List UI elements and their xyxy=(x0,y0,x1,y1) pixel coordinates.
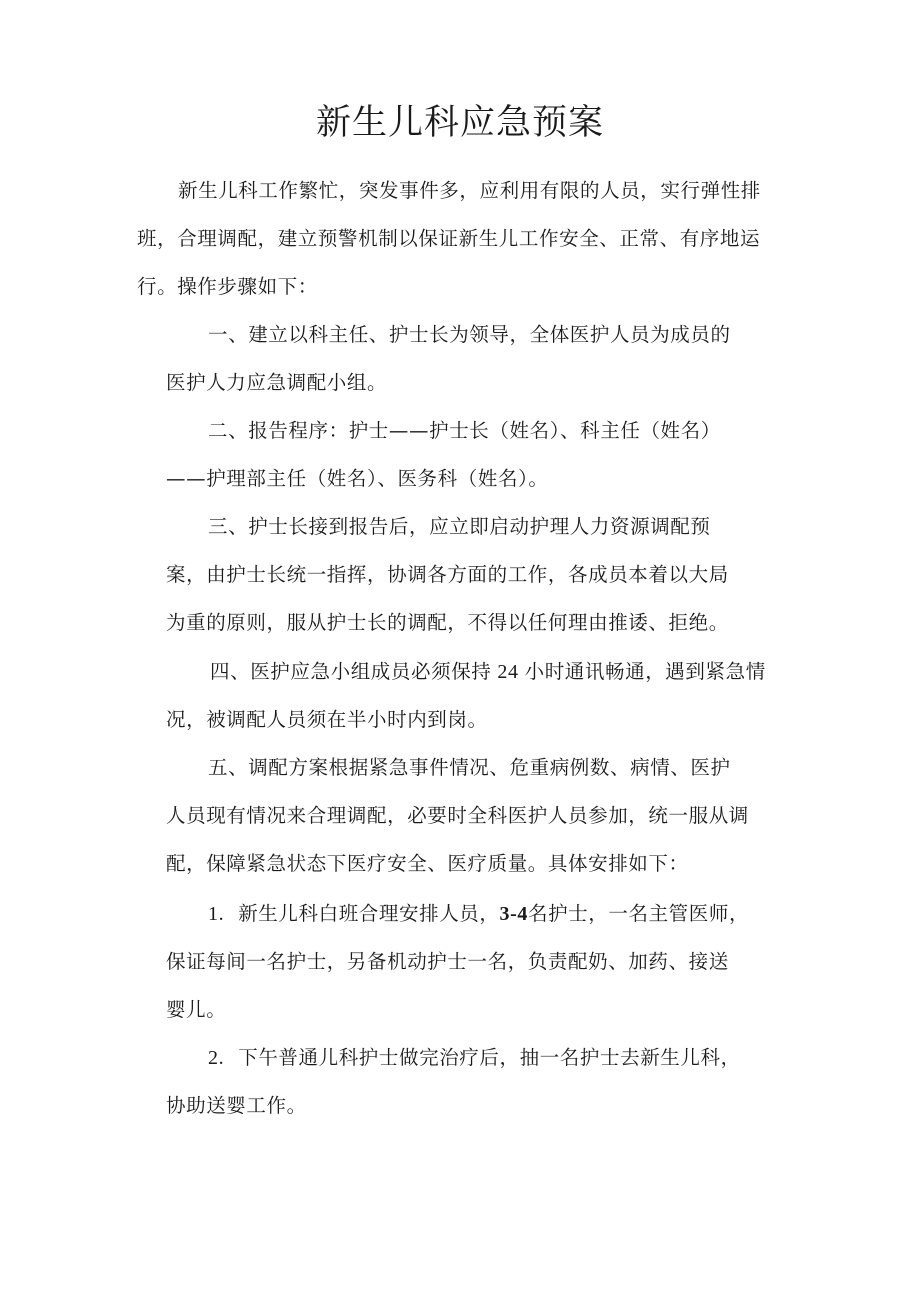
item3-line-3: 为重的原则，服从护士长的调配，不得以任何理由推诿、拒绝。 xyxy=(166,611,729,634)
item1-line-1: 一、建立以科主任、护士长为领导，全体医护人员为成员的 xyxy=(208,323,731,346)
item4-line-1-text-a: 四、医护应急小组成员必须保持 xyxy=(210,660,492,683)
document-title: 新生儿科应急预案 xyxy=(315,103,604,143)
sub2-line-1-text: 下午普通儿科护士做完治疗后，抽一名护士去新生儿科， xyxy=(238,1046,741,1069)
sub2-line-1 xyxy=(208,1043,741,1073)
item3-line-2: 案，由护士长统一指挥，协调各方面的工作，各成员本着以大局 xyxy=(166,563,729,586)
sub1-line-1-text-b: 名护士，一名主管医师， xyxy=(527,902,750,925)
sub1-marker: 1. xyxy=(208,903,225,925)
intro-line-3: 行。操作步骤如下： xyxy=(137,275,318,298)
item4-hours-number: 24 xyxy=(497,661,519,683)
sub1-nurse-count: 3-4 xyxy=(499,903,528,925)
item3-line-1: 三、护士长接到报告后，应立即启动护理人力资源调配预 xyxy=(208,515,711,538)
sub1-line-1-text-a: 新生儿科白班合理安排人员， xyxy=(238,902,500,925)
item5-line-1: 五、调配方案根据紧急事件情况、危重病例数、病情、医护 xyxy=(208,756,731,779)
item2-line-1: 二、报告程序：护士——护士长（姓名）、科主任（姓名） xyxy=(208,419,721,442)
sub1-line-3: 婴儿。 xyxy=(166,998,227,1021)
sub1-line-1 xyxy=(208,899,749,929)
sub2-line-2: 协助送婴工作。 xyxy=(166,1094,307,1117)
item1-line-2: 医护人力应急调配小组。 xyxy=(166,371,388,394)
item4-line-2: 况，被调配人员须在半小时内到岗。 xyxy=(166,708,488,731)
item4-line-1-text-b: 小时通讯畅通，遇到紧急情 xyxy=(524,660,766,683)
intro-line-2: 班，合理调配，建立预警机制以保证新生儿工作安全、正常、有序地运 xyxy=(137,227,761,250)
item2-line-2: ——护理部主任（姓名）、医务科（姓名）。 xyxy=(166,467,549,490)
sub2-marker: 2. xyxy=(208,1047,225,1069)
item5-line-2: 人员现有情况来合理调配，必要时全科医护人员参加，统一服从调 xyxy=(166,804,749,827)
item4-line-1 xyxy=(210,657,766,687)
item5-line-3: 配，保障紧急状态下医疗安全、医疗质量。具体安排如下： xyxy=(166,852,689,875)
intro-line-1: 新生儿科工作繁忙，突发事件多，应利用有限的人员，实行弹性排 xyxy=(178,179,761,202)
sub1-line-2: 保证每间一名护士，另备机动护士一名，负责配奶、加药、接送 xyxy=(166,950,729,973)
